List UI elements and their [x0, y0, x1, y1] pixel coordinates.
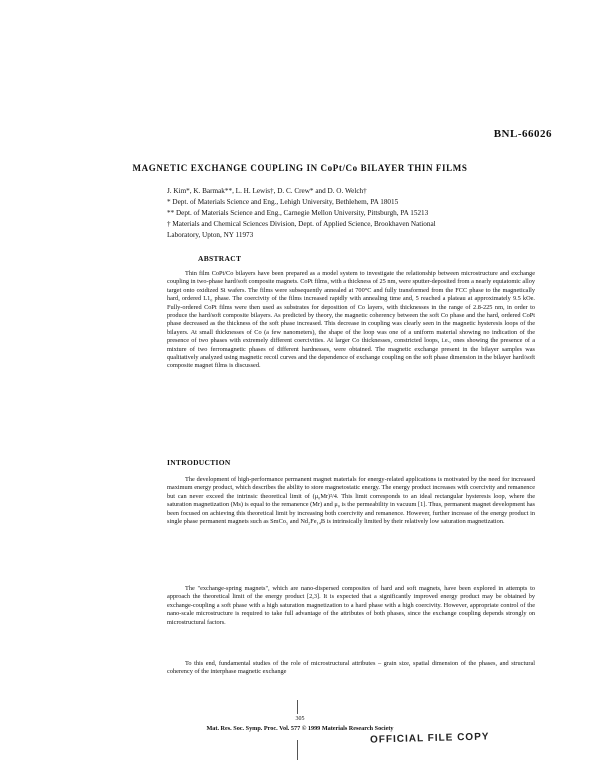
affiliation-cmu: ** Dept. of Materials Science and Eng., Carnegie Mellon University, Pittsburgh, PA 15213	[167, 209, 429, 217]
paper-title: MAGNETIC EXCHANGE COUPLING IN CoPt/Co BILAYER THIN FILMS	[132, 163, 468, 173]
abstract-text: Thin film CoPt/Co bilayers have been prepared as a model system to investigate the relationship between microstructure and exchange coupling in two-phase hard/soft composite magnets. CoPt films, with a thickness of 25 nm, were sputter-deposited from a nearly equiatomic alloy target onto oxidized Si wafers. The films were subsequently annealed at 700°C and fully transformed from the FCC phase to the magnetically hard, ordered L1₀ phase. The coercivity of the films increased rapidly with annealing time and, 5 reached a plateau at approximately 9.5 kOe. Fully-ordered CoPt films were then used as substrates for deposition of Co layers, with thicknesses in the range of 2.8-225 nm, in order to produce the hard/soft composite bilayers. As predicted by theory, the magnetic coherency between the soft Co phase and the hard, ordered CoPt phase decreased as the thickness of the soft phase increased. This decrease in coupling was clearly seen in the magnetic hysteresis loops of the bilayers. At small thicknesses of Co (a few nanometers), the shape of the loop was one of a uniform material showing no indication of the presence of two phases with extremely different coercivities. At larger Co thicknesses, constricted loops, i.e., ones showing the presence of a mixture of two ferromagnetic phases of different hardnesses, were obtained. The magnetic exchange present in the bilayer samples was qualitatively analyzed using magnetic recoil curves and the dependence of exchange coupling on the soft phase dimension in the bilayer hard/soft composite magnet films is discussed.	[167, 270, 535, 370]
report-number: BNL-66026	[493, 128, 552, 140]
affiliation-lehigh: * Dept. of Materials Science and Eng., Lehigh University, Bethlehem, PA 18015	[167, 198, 399, 206]
scan-mark-bottom	[297, 740, 298, 760]
author-block	[167, 186, 547, 241]
intro-paragraph-2: The "exchange-spring magnets", which are nano-dispersed composites of hard and soft magnets, have been explored in attempts to approach the theoretical limit of the energy product [2,3]. It is expected that a significantly improved energy product may be obtained by exchange-coupling a soft phase with a high saturation magnetization to a hard phase with a high coercivity. However, appropriate control of the nano-scale microstructure is required to take full advantage of the attributes of both phases, since the exchange coupling depends strongly on microstructural factors.	[167, 585, 535, 626]
abstract-heading: ABSTRACT	[198, 254, 242, 263]
page-number: 305	[295, 716, 305, 722]
affiliation-bnl: † Materials and Chemical Sciences Division, Dept. of Applied Science, Brookhaven National	[167, 220, 436, 228]
footer-citation: Mat. Res. Soc. Symp. Proc. Vol. 577 © 1999 Materials Research Society	[206, 725, 394, 732]
intro-paragraph-1: The development of high-performance permanent magnet materials for energy-related applications is motivated by the need for increased maximum energy product, which describes the ability to store magnetostatic energy. The energy product increases with coercivity and remanence but can never exceed the intrinsic theoretical limit of (μ₀Mr)²/4. This limit corresponds to an ideal rectangular hysteresis loop, where the saturation magnetization (Ms) is equal to the remanence (Mr) and μ₀ is the permeability in vacuum [1]. Thus, permanent magnet development has been focused on achieving this theoretical limit by increasing both coercivity and remanence. However, further increase of the energy product in single phase permanent magnets such as SmCo₅ and Nd₂Fe₁₄B is intrinsically limited by their relatively low saturation magnetization.	[167, 476, 535, 526]
author-names: J. Kim*, K. Barmak**, L. H. Lewis†, D. C. Crew* and D. O. Welch†	[167, 187, 367, 195]
intro-paragraph-3: To this end, fundamental studies of the role of microstructural attributes – grain size, spatial dimension of the phases, and structural coherency of the interphase magnetic exchange	[167, 660, 535, 676]
scan-mark-top	[297, 700, 298, 714]
introduction-heading: INTRODUCTION	[167, 458, 231, 467]
official-file-copy-stamp: OFFICIAL FILE COPY	[369, 731, 490, 746]
affiliation-bnl-cont: Laboratory, Upton, NY 11973	[167, 231, 254, 239]
